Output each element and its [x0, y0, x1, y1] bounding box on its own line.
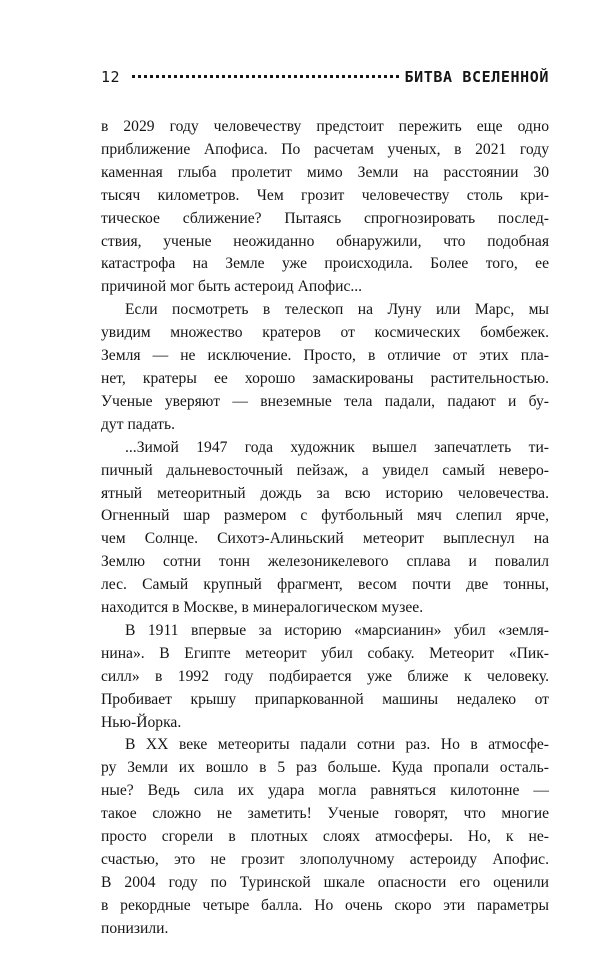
text-line: Если посмотреть в телескоп на Луну или Марс, мы: [125, 301, 549, 319]
text-line: ятный метеоритный дождь за всю историю человечества.: [101, 484, 549, 502]
text-line: находится в Москве, в минералогическом музее.: [101, 599, 424, 617]
text-line: Землю сотни тонн железоникелевого сплава и повалил: [101, 553, 549, 571]
text-line: Огненный шар размером с футбольный мяч слепил ярче,: [101, 507, 549, 525]
text-line: Пробивает крышу припаркованной машины недалеко от: [101, 690, 549, 708]
text-line: катастрофа на Земле уже происходила. Более того, ее: [101, 255, 549, 273]
running-header: [101, 68, 549, 90]
text-line: Земля — не исключение. Просто, в отличие от этих пла-: [101, 347, 549, 365]
text-line: увидим множество кратеров от космических бомбежек.: [101, 324, 549, 342]
text-line: нет, кратеры ее хорошо замаскированы растительностью.: [101, 369, 549, 387]
section-title: БИТВА ВСЕЛЕННОЙ: [404, 68, 549, 86]
text-line: ...Зимой 1947 года художник вышел запечатлеть ти-: [125, 438, 549, 456]
text-line: ру Земли их вошло в 5 раз больше. Куда пропали осталь-: [101, 759, 549, 777]
text-line: силл» в 1992 году подбирается уже ближе к человеку.: [101, 667, 549, 685]
text-line: дут падать.: [101, 415, 175, 433]
text-line: тическое сближение? Пытаясь спрогнозировать послед-: [101, 209, 549, 227]
text-line: в 2029 году человечеству предстоит пережить еще одно: [101, 118, 549, 135]
text-line: В 1911 впервые за историю «марсианин» убил «земля-: [125, 621, 549, 639]
text-line: В 2004 году по Туринской шкале опасности его оценили: [101, 873, 549, 891]
text-line: чем Солнце. Сихотэ-Алиньский метеорит выплеснул на: [101, 530, 549, 548]
text-line: Нью-Йорка.: [101, 713, 182, 731]
text-line: в рекордные четыре балла. Но очень скоро эти параметры: [101, 896, 549, 914]
paragraph: [101, 437, 549, 620]
text-line: такое сложно не заметить! Ученые говорят, что многие: [101, 805, 549, 823]
text-line: понизили.: [101, 919, 169, 937]
paragraph: [101, 620, 549, 735]
text-line: тысяч километров. Чем грозит человечеству столь кри-: [101, 186, 549, 204]
text-line: лес. Самый крупный фрагмент, весом почти две тонны,: [101, 576, 549, 594]
text-line: ные? Ведь сила их удара могла равняться килотонне —: [101, 782, 549, 800]
text-line: каменная глыба пролетит мимо Земли на расстоянии 30: [101, 163, 549, 181]
text-line: причиной мог быть астероид Апофис...: [101, 278, 363, 296]
paragraph: [101, 299, 549, 436]
text-line: приближение Апофиса. По расчетам ученых, в 2021 году: [101, 140, 549, 158]
text-line: В XX веке метеориты падали сотни раз. Но в атмосфе-: [125, 736, 549, 754]
dotted-leader: [132, 75, 398, 78]
text-line: просто сгорели в плотных слоях атмосферы. Но, к не-: [101, 828, 549, 846]
text-line: пичный дальневосточный пейзаж, а увидел самый неверо-: [101, 461, 549, 479]
text-line: нина». В Египте метеорит убил собаку. Метеорит «Пик-: [101, 644, 549, 662]
page-number: 12: [101, 68, 121, 86]
text-line: ствия, ученые неожиданно обнаружили, что подобная: [101, 232, 549, 250]
text-line: Ученые уверяют — внеземные тела падали, падают и бу-: [101, 392, 549, 410]
text-line: счастью, это не грозит злополучному астероиду Апофис.: [101, 851, 549, 868]
paragraph: [101, 116, 549, 299]
paragraph: [101, 734, 549, 940]
body-text: [101, 116, 549, 941]
